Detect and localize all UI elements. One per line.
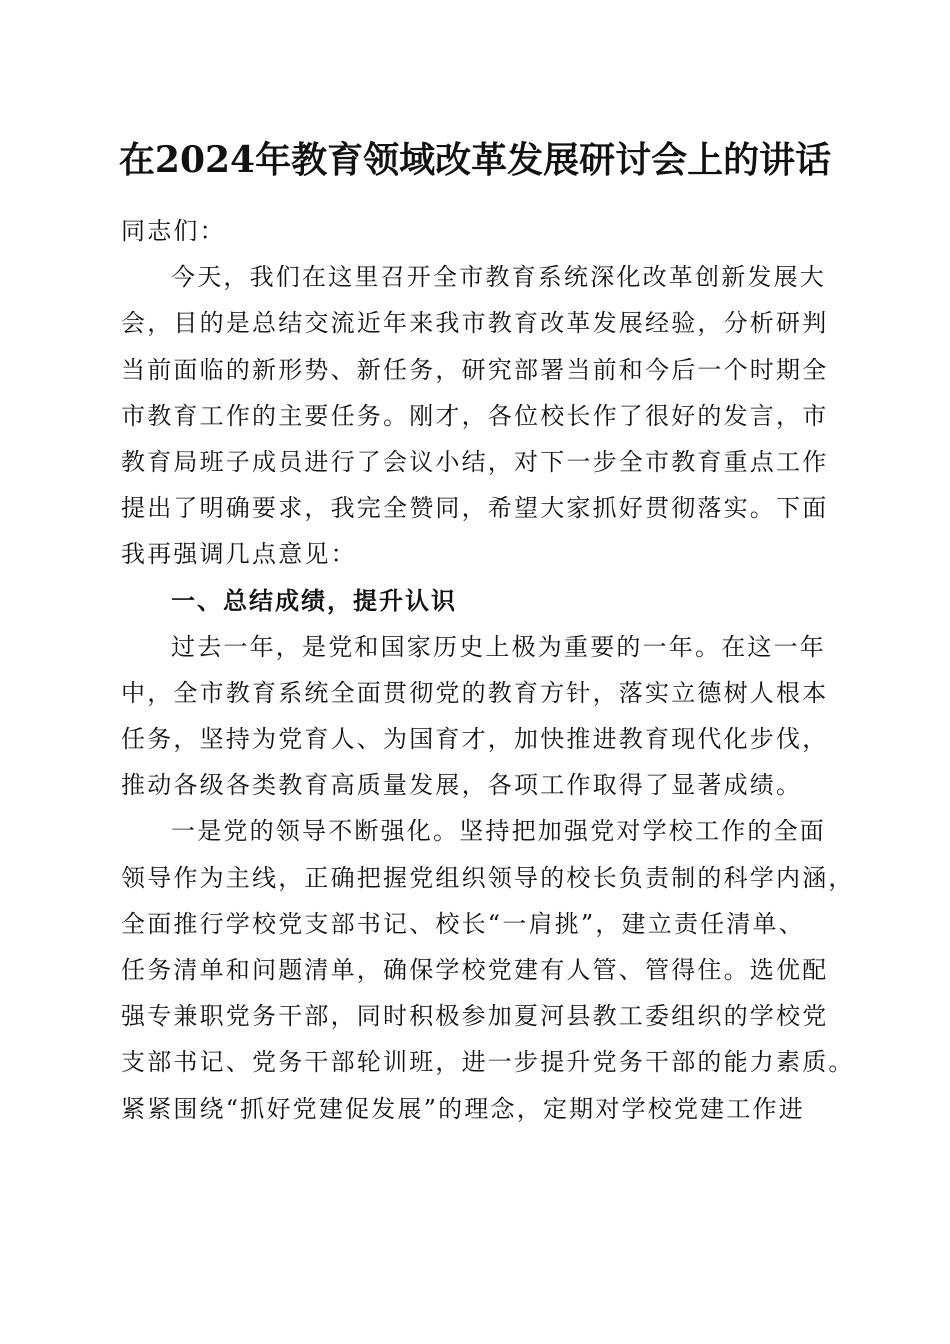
paragraph-line: 任务清单和问题清单，确保学校党建有人管、管得住。选优配 — [121, 956, 829, 984]
paragraph-line: 支部书记、党务干部轮训班，进一步提升党务干部的能力素质。 — [121, 1048, 855, 1077]
paragraph-line: 任务，坚持为党育人、为国育才，加快推进教育现代化步伐， — [121, 725, 829, 754]
paragraph-line: 过去一年，是党和国家历史上极为重要的一年。在这一年 — [171, 632, 826, 661]
paragraph-lead-phrase: 一是党的领导不断强化。 — [171, 817, 460, 846]
salutation: 同志们： — [121, 217, 226, 245]
document-body — [121, 208, 855, 1132]
document-title: 在2024年教育领域改革发展研讨会上的讲话 — [118, 139, 832, 181]
paragraph-line: 领导作为主线，正确把握党组织领导的校长负责制的科学内涵， — [121, 863, 855, 892]
paragraph-line: 我再强调几点意见： — [121, 540, 357, 569]
paragraph-line: 今天，我们在这里召开全市教育系统深化改革创新发展大 — [171, 263, 826, 292]
paragraph-achievements — [121, 624, 835, 809]
paragraph-line: 全面推行学校党支部书记、校长“一肩挑”，建立责任清单、 — [121, 909, 805, 938]
paragraph-line: 教育局班子成员进行了会议小结，对下一步全市教育重点工作 — [121, 447, 829, 476]
paragraph-line: 紧紧围绕“抓好党建促发展”的理念，定期对学校党建工作进 — [121, 1094, 805, 1123]
paragraph-line — [121, 808, 835, 854]
section-heading: 一、总结成绩，提升认识 — [171, 586, 457, 615]
paragraph-line-rest: 坚持把加强党对学校工作的全面 — [459, 817, 827, 846]
paragraph-line: 推动各级各类教育高质量发展，各项工作取得了显著成绩。 — [121, 771, 803, 800]
paragraph-opening — [121, 254, 835, 577]
paragraph-line: 强专兼职党务干部，同时积极参加夏河县教工委组织的学校党 — [121, 1002, 829, 1031]
paragraph-party-leadership — [121, 808, 855, 1131]
paragraph-line: 市教育工作的主要任务。刚才，各位校长作了很好的发言，市 — [121, 401, 829, 430]
paragraph-line: 中，全市教育系统全面贯彻党的教育方针，落实立德树人根本 — [121, 678, 829, 707]
paragraph-line: 当前面临的新形势、新任务，研究部署当前和今后一个时期全 — [121, 355, 829, 384]
paragraph-line: 提出了明确要求，我完全赞同，希望大家抓好贯彻落实。下面 — [121, 494, 829, 523]
paragraph-line: 会，目的是总结交流近年来我市教育改革发展经验，分析研判 — [121, 309, 829, 338]
